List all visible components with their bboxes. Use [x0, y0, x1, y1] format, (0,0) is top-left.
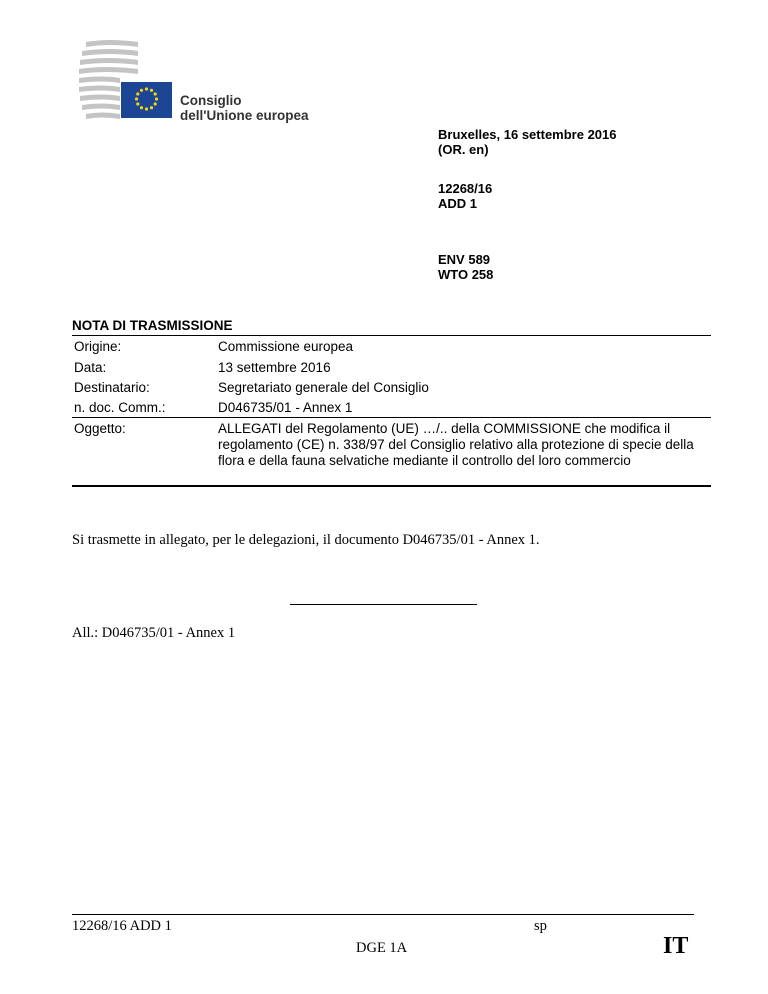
- table-bottom-rule: [72, 485, 711, 487]
- title-rule: [72, 335, 711, 336]
- org-line-1: Consiglio: [180, 93, 242, 108]
- code-env: ENV 589: [438, 252, 491, 267]
- org-line-2: dell'Unione europea: [180, 108, 309, 123]
- language-code: IT: [663, 933, 689, 959]
- attachment-line: All.: D046735/01 - Annex 1: [72, 625, 236, 641]
- row-label: Origine:: [74, 339, 122, 354]
- row-value: D046735/01 - Annex 1: [218, 400, 353, 415]
- addendum: ADD 1: [438, 196, 478, 211]
- organization-name: [180, 93, 308, 123]
- row-label: n. doc. Comm.:: [74, 400, 166, 415]
- row-label: Data:: [74, 360, 107, 375]
- row-value: 13 settembre 2016: [218, 360, 331, 375]
- body-paragraph: Si trasmette in allegato, per le delegazioni, il documento D046735/01 - Annex 1.: [72, 532, 540, 548]
- row-label: Destinatario:: [74, 380, 150, 395]
- doc-number-block: [438, 181, 492, 211]
- row-label: Oggetto:: [74, 421, 126, 436]
- row-value: ALLEGATI del Regolamento (UE) …/.. della COMMISSIONE che modifica il regolamento (CE) n. 338/97 del Consiglio relativo alla protezione di specie della flora e della fauna selvatiche mediante il controllo del loro commercio: [218, 421, 694, 468]
- place-date: Bruxelles, 16 settembre 2016: [438, 127, 617, 142]
- footer-dept: DGE 1A: [356, 940, 408, 956]
- separator-line: [290, 604, 477, 605]
- doc-number: 12268/16: [438, 181, 493, 196]
- footer-initials: sp: [534, 918, 547, 934]
- subject-rule: [72, 417, 711, 418]
- row-value: Commissione europea: [218, 339, 354, 354]
- row-value: Segretariato generale del Consiglio: [218, 380, 429, 395]
- original-language: (OR. en): [438, 142, 489, 157]
- footer-rule: [72, 914, 694, 915]
- place-date-block: [438, 127, 617, 157]
- code-wto: WTO 258: [438, 267, 494, 282]
- footer-ref: 12268/16 ADD 1: [72, 918, 172, 934]
- note-title: NOTA DI TRASMISSIONE: [72, 318, 233, 333]
- codes-block: [438, 252, 493, 282]
